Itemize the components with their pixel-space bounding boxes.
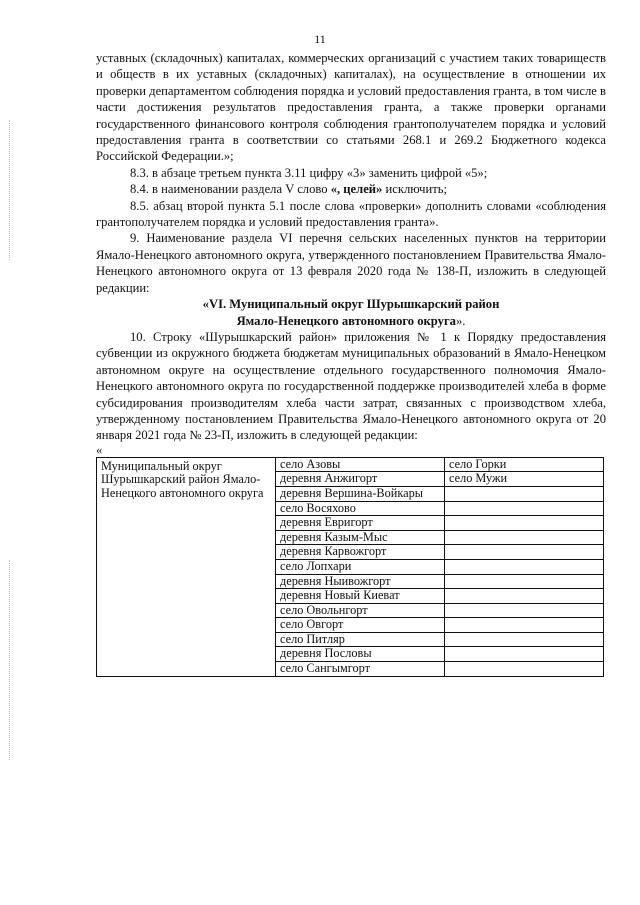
settlement-cell: село Овгорт	[276, 618, 445, 633]
scan-margin-line	[9, 120, 11, 260]
section-title-line1: VI. Муниципальный округ Шурышкарский район	[208, 297, 500, 312]
paragraph-8-4	[96, 181, 606, 197]
paragraph-8-4-text: 8.4. в наименовании раздела V слово	[130, 182, 331, 197]
scan-margin-line	[9, 560, 11, 760]
settlement-cell: село Восяхово	[276, 501, 445, 516]
paragraph-8-4-bold: «, целей»	[330, 182, 383, 197]
page-number: 11	[314, 32, 326, 46]
settlement-cell: село Питляр	[276, 632, 445, 647]
settlement-cell-extra	[445, 618, 604, 633]
settlement-cell: деревня Пословы	[276, 647, 445, 662]
paragraph-continuation: уставных (складочных) капиталах, коммерческих организаций с участием таких товариществ и обществ в их уставных (складочных) капиталах), на осуществление в отношении их проверки департаментом соблюдения порядка и условий предоставления гранта, в том числе в части достижения результатов предоставления гранта, а также проверки органами государственного финансового контроля соблюдения грантополучателем порядка и условий предоставления гранта в соответствии со статьями 268.1 и 269.2 Бюджетного кодекса Российской Федерации.»;	[96, 51, 606, 164]
settlement-cell-extra	[445, 501, 604, 516]
settlement-cell-extra: село Горки	[445, 457, 604, 472]
section-title-line2: Ямало-Ненецкого автономного округа	[236, 313, 456, 328]
settlement-cell: деревня Анжигорт	[276, 472, 445, 487]
settlement-cell-extra	[445, 516, 604, 531]
section-title-second-line	[96, 313, 606, 329]
settlement-cell-extra	[445, 545, 604, 560]
section-title-quote: «	[202, 297, 209, 312]
settlement-cell-extra	[445, 662, 604, 677]
settlement-cell: село Сангымгорт	[276, 662, 445, 677]
settlement-cell-extra	[445, 603, 604, 618]
settlement-cell-extra	[445, 559, 604, 574]
settlement-cell: деревня Карвожгорт	[276, 545, 445, 560]
settlement-cell: деревня Новый Киеват	[276, 589, 445, 604]
paragraph-8-4-end: исключить;	[382, 182, 447, 197]
settlement-cell-extra: село Мужи	[445, 472, 604, 487]
settlement-cell-extra	[445, 589, 604, 604]
settlement-cell: деревня Ныивожгорт	[276, 574, 445, 589]
settlement-cell-extra	[445, 530, 604, 545]
paragraph-9: 9. Наименование раздела VI перечня сельских населенных пунктов на территории Ямало-Ненецкого автономного округа, утвержденного постановлением Правительства Ямало-Ненецкого автономного округа от 13 февраля 2020 года № 138-П, изложить в следующей редакции:	[96, 231, 606, 295]
paragraph-8-5: 8.5. абзац второй пункта 5.1 после слова «проверки» дополнить словами «соблюдения грантополучателем порядка и условий предоставления гранта».	[96, 198, 606, 230]
settlement-cell: село Лопхари	[276, 559, 445, 574]
settlement-cell-extra	[445, 632, 604, 647]
district-cell: Муниципальный округ Шурышкарский район Ямало-Ненецкого автономного округа	[97, 457, 276, 676]
section-title-end: ».	[455, 313, 466, 328]
settlement-cell: деревня Казым-Мыс	[276, 530, 445, 545]
settlement-cell-extra	[445, 486, 604, 501]
settlement-cell: деревня Евригорт	[276, 516, 445, 531]
settlement-cell: село Азовы	[276, 457, 445, 472]
settlement-cell-extra	[445, 647, 604, 662]
settlement-cell: деревня Вершина-Войкары	[276, 486, 445, 501]
settlements-table	[96, 457, 604, 677]
quote-open-mark: «	[96, 442, 103, 457]
section-title	[96, 296, 606, 312]
paragraph-8-3: 8.3. в абзаце третьем пункта 3.11 цифру «3» заменить цифрой «5»;	[130, 165, 488, 180]
settlement-cell: село Овольнгорт	[276, 603, 445, 618]
paragraph-10: 10. Строку «Шурышкарский район» приложения № 1 к Порядку предоставления субвенции из окружного бюджета бюджетам муниципальных образований в Ямало-Ненецком автономном округе на осуществление отдельного государственного полномочия Ямало-Ненецкого автономного округа по государственной поддержке производителей хлеба в форме субсидирования производителям хлеба части затрат, связанных с производством хлеба, утвержденному постановлением Правительства Ямало-Ненецкого автономного округа от 20 января 2021 года № 23-П, изложить в следующей редакции:	[96, 329, 606, 443]
settlement-cell-extra	[445, 574, 604, 589]
document-body	[96, 50, 606, 677]
table-row	[97, 457, 604, 472]
